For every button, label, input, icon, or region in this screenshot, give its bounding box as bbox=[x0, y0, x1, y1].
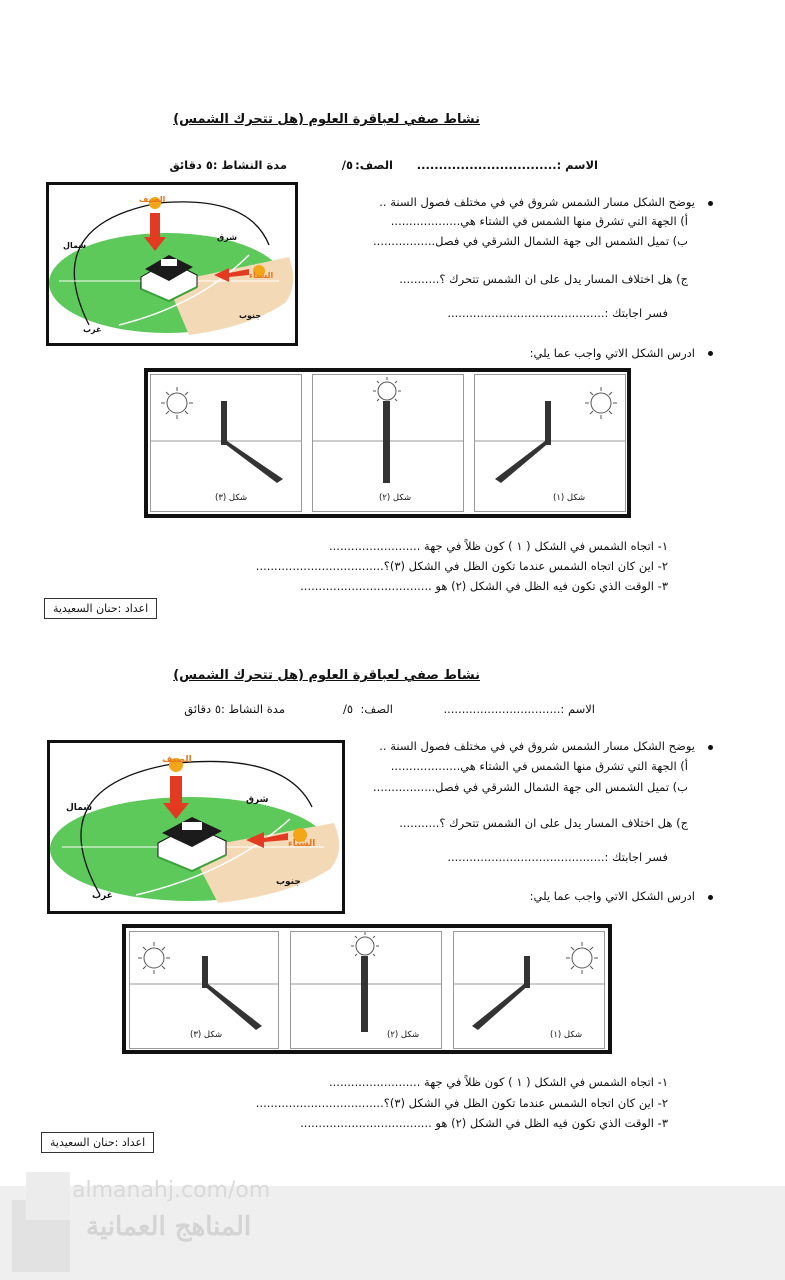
shadow-figure-1 bbox=[453, 931, 605, 1049]
sun-path-diagram bbox=[47, 740, 345, 914]
summer-label: الصيف bbox=[162, 755, 192, 765]
pole bbox=[383, 401, 390, 483]
pole bbox=[545, 401, 551, 445]
worksheet-title: نشاط صفي لعباقرة العلوم (هل تتحرك الشمس) bbox=[173, 668, 480, 683]
bullet-icon bbox=[708, 201, 713, 206]
bullet-icon bbox=[708, 351, 713, 356]
student-name-field: الاسم :................................ bbox=[443, 702, 595, 716]
shadow-figures bbox=[122, 924, 612, 1054]
student-name-field: الاسم :................................ bbox=[416, 158, 598, 172]
sun-path-diagram bbox=[46, 182, 298, 346]
question-2-intro: ادرس الشكل الاتي واجب عما يلي: bbox=[529, 889, 695, 903]
shadow-figure-1-drawing bbox=[475, 375, 626, 512]
author-credit: اعداد :حنان السعيدية bbox=[41, 1132, 154, 1153]
activity-duration: مدة النشاط :٥ دقائق bbox=[169, 158, 287, 172]
question-2-item-2: ٢- اين كان اتجاه الشمس عندما تكون الظل في الشكل (٣)؟................................... bbox=[255, 1096, 668, 1110]
north-label: شمال bbox=[63, 241, 87, 250]
pole bbox=[221, 401, 227, 445]
shadow bbox=[221, 441, 283, 483]
question-1-intro: يوضح الشكل مسار الشمس شروق في في مختلف فصول السنة .. bbox=[379, 195, 695, 209]
shadow-figure-1 bbox=[474, 374, 626, 512]
question-2-item-1: ١- اتجاه الشمس في الشكل ( ١ ) كون ظلاً في جهة ......................... bbox=[328, 539, 668, 553]
question-2-item-2: ٢- اين كان اتجاه الشمس عندما تكون الظل في الشكل (٣)؟................................... bbox=[255, 559, 668, 573]
question-2-item-3: ٣- الوقت الذي تكون فيه الظل في الشكل (٢) هو .................................... bbox=[300, 1116, 668, 1130]
figure-1-label: شكل (١) bbox=[550, 1030, 583, 1040]
bullet-icon bbox=[708, 745, 713, 750]
shadow-figure-2 bbox=[290, 931, 442, 1049]
question-1c: ج) هل اختلاف المسار يدل على ان الشمس تتحرك ؟........... bbox=[399, 272, 688, 286]
bullet-icon bbox=[708, 895, 713, 900]
question-1-explain: فسر اجابتك :........................................... bbox=[447, 306, 668, 320]
winter-label: الشتاء bbox=[249, 271, 274, 280]
figure-3-label: شكل (٣) bbox=[190, 1030, 223, 1040]
author-credit: اعداد :حنان السعيدية bbox=[44, 598, 157, 619]
shadow bbox=[495, 441, 551, 483]
watermark-logo bbox=[12, 1172, 70, 1272]
west-label: غرب bbox=[83, 325, 102, 334]
figure-2-label: شكل (٢) bbox=[379, 493, 412, 503]
sun-icon bbox=[566, 942, 598, 974]
question-1-explain: فسر اجابتك :........................................... bbox=[447, 850, 668, 864]
north-label: شمال bbox=[66, 803, 93, 813]
grade-label: الصف: bbox=[360, 702, 393, 716]
shadow-figure-3 bbox=[129, 931, 279, 1049]
activity-duration: مدة النشاط :٥ دقائق bbox=[184, 702, 285, 716]
pole bbox=[202, 956, 208, 988]
figure-1-label: شكل (١) bbox=[553, 493, 586, 503]
worksheet-title: نشاط صفي لعباقرة العلوم (هل تتحرك الشمس) bbox=[173, 112, 480, 127]
winter-label: الشتاء bbox=[288, 839, 316, 849]
figure-3-label: شكل (٣) bbox=[215, 493, 248, 503]
west-label: غرب bbox=[92, 891, 113, 901]
shadow-figure-2-drawing bbox=[313, 375, 464, 512]
question-1-intro: يوضح الشكل مسار الشمس شروق في في مختلف فصول السنة .. bbox=[379, 739, 695, 753]
question-1c: ج) هل اختلاف المسار يدل على ان الشمس تتحرك ؟........... bbox=[399, 816, 688, 830]
east-label: شرق bbox=[246, 795, 269, 805]
figure-2-label: شكل (٢) bbox=[387, 1030, 420, 1040]
summer-label: الصيف bbox=[139, 195, 166, 204]
grade-value: ٥/ bbox=[342, 702, 353, 716]
east-label: شرق bbox=[217, 233, 237, 242]
pole bbox=[361, 956, 368, 1032]
question-2-item-1: ١- اتجاه الشمس في الشكل ( ١ ) كون ظلاً في جهة ......................... bbox=[328, 1075, 668, 1089]
south-label: جنوب bbox=[239, 311, 262, 320]
shadow-figure-1-drawing bbox=[454, 932, 605, 1049]
question-1b: ب) تميل الشمس الى جهة الشمال الشرقي في فصل................. bbox=[373, 234, 688, 248]
question-2-item-3: ٣- الوقت الذي تكون فيه الظل في الشكل (٢) هو .................................... bbox=[300, 579, 668, 593]
watermark-url: almanahj.com/om bbox=[72, 1178, 271, 1203]
shadow bbox=[472, 984, 530, 1030]
grade-label: الصف: bbox=[355, 158, 393, 172]
shadow-figures bbox=[144, 368, 631, 518]
shadow-figure-3-drawing bbox=[151, 375, 302, 512]
question-2-intro: ادرس الشكل الاتي واجب عما يلي: bbox=[529, 346, 695, 360]
question-1a: أ) الجهة التي تشرق منها الشمس في الشتاء هي................... bbox=[390, 214, 688, 228]
watermark-name: المناهج العمانية bbox=[86, 1212, 252, 1242]
grade-value: ٥/ bbox=[341, 158, 353, 172]
shadow-figure-2-drawing bbox=[291, 932, 442, 1049]
sun-icon bbox=[161, 387, 193, 419]
question-1b: ب) تميل الشمس الى جهة الشمال الشرقي في فصل................. bbox=[373, 780, 688, 794]
pole bbox=[524, 956, 530, 988]
sun-icon bbox=[585, 387, 617, 419]
sun-icon bbox=[373, 377, 401, 405]
shadow bbox=[202, 984, 262, 1030]
shadow-figure-3 bbox=[150, 374, 302, 512]
sun-icon bbox=[351, 932, 379, 960]
shadow-figure-2 bbox=[312, 374, 464, 512]
sun-icon bbox=[138, 942, 170, 974]
question-1a: أ) الجهة التي تشرق منها الشمس في الشتاء هي................... bbox=[390, 759, 688, 773]
south-label: جنوب bbox=[276, 877, 301, 887]
